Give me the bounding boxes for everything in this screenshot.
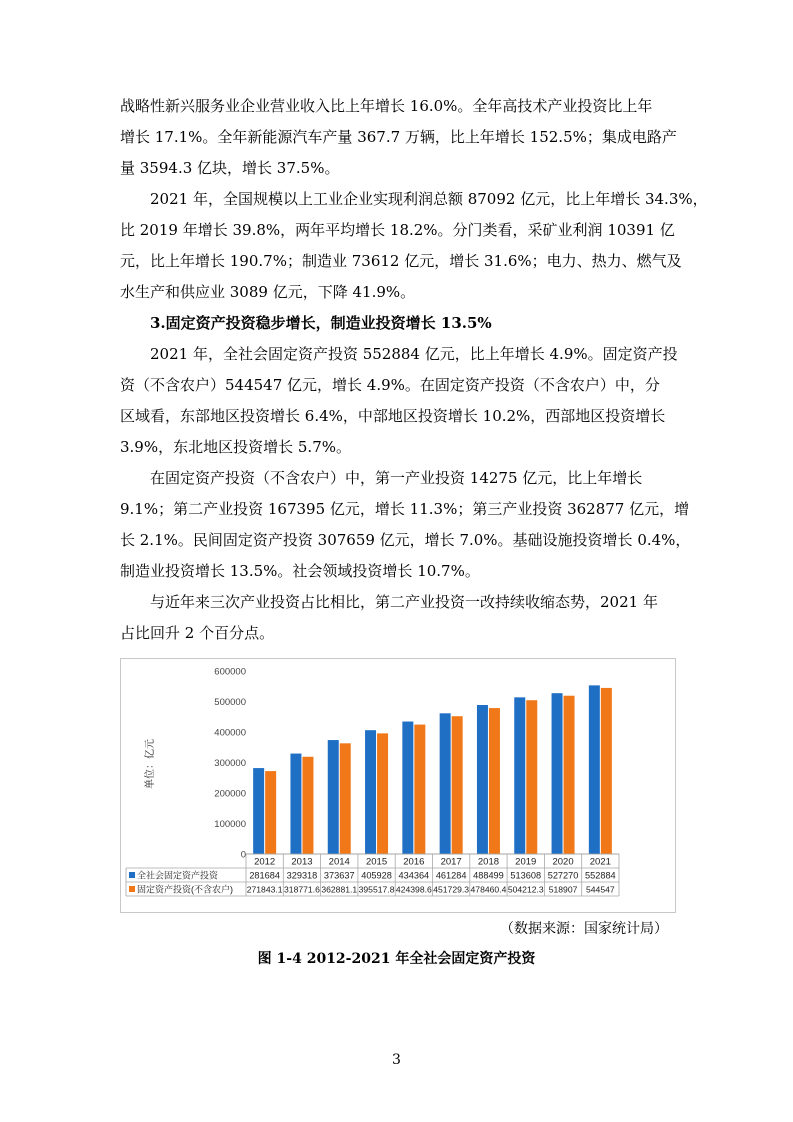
data-label: 552884: [585, 870, 616, 881]
data-label: 434364: [398, 870, 430, 881]
data-label: 478460.4: [470, 884, 507, 895]
bar-total-2020: [552, 693, 563, 854]
y-tick-label: 400000: [214, 727, 246, 739]
section-heading: 3.固定资产投资稳步增长，制造业投资增长 13.5%: [150, 314, 492, 332]
paragraph-line: 占比回升 2 个百分点。: [120, 624, 275, 642]
bar-total-2016: [402, 722, 413, 854]
bar-excl-rural-2017: [452, 716, 463, 854]
y-tick-label: 200000: [214, 788, 246, 800]
x-tick-label: 2015: [365, 856, 388, 868]
paragraph-line: 区域看，东部地区投资增长 6.4%，中部地区投资增长 10.2%，西部地区投资增长: [120, 407, 666, 425]
data-label: 488499: [473, 870, 504, 881]
x-tick-label: 2020: [552, 856, 574, 868]
legend-label: 全社会固定资产投资: [137, 870, 219, 881]
x-tick-label: 2016: [403, 856, 425, 868]
investment-chart-figure: [120, 658, 676, 913]
y-tick-label: 0: [240, 849, 246, 861]
paragraph-line: 战略性新兴服务业企业营业收入比上年增长 16.0%。全年高技术产业投资比上年: [120, 97, 653, 115]
paragraph-line: 2021 年，全国规模以上工业企业实现利润总额 87092 亿元，比上年增长 34.3%，: [150, 190, 708, 208]
data-label: 424398.6: [395, 884, 432, 895]
bar-excl-rural-2020: [564, 696, 575, 854]
data-label: 329318: [286, 870, 318, 881]
bar-excl-rural-2019: [526, 700, 537, 854]
data-label: 373637: [323, 870, 355, 881]
paragraph-line: 增长 17.1%。全年新能源汽车产量 367.7 万辆，比上年增长 152.5%；集成电路产: [120, 128, 677, 146]
x-tick-label: 2014: [328, 856, 350, 868]
bar-total-2019: [514, 697, 525, 854]
legend-swatch: [129, 886, 135, 892]
bar-total-2014: [328, 740, 339, 854]
x-tick-label: 2018: [477, 856, 500, 868]
paragraph-line: 比 2019 年增长 39.8%，两年平均增长 18.2%。分门类看，采矿业利润 10391 亿: [120, 221, 675, 239]
paragraph-line: 水生产和供应业 3089 亿元，下降 41.9%。: [120, 283, 416, 301]
bar-total-2015: [365, 730, 376, 854]
bar-total-2021: [589, 685, 600, 854]
y-tick-label: 500000: [214, 697, 246, 708]
paragraph-line: 3.9%，东北地区投资增长 5.7%。: [120, 438, 351, 456]
data-label: 527270: [547, 870, 579, 881]
x-tick-label: 2013: [291, 856, 313, 868]
bar-total-2013: [290, 754, 301, 854]
paragraph-line: 长 2.1%。民间固定资产投资 307659 亿元，增长 7.0%。基础设施投资增长 0.4%，: [120, 531, 691, 549]
data-label: 281684: [249, 870, 280, 881]
y-tick-label: 600000: [214, 666, 246, 678]
data-label: 451729.3: [433, 884, 470, 895]
paragraph-line: 制造业投资增长 13.5%。社会领域投资增长 10.7%。: [120, 562, 480, 580]
bar-excl-rural-2013: [302, 757, 313, 854]
paragraph-line: 与近年来三次产业投资占比相比，第二产业投资一改持续收缩态势，2021 年: [150, 593, 658, 611]
bar-total-2012: [253, 768, 264, 854]
y-tick-label: 100000: [214, 819, 246, 830]
legend-label: 固定资产投资(不含农户): [137, 884, 233, 895]
page-number: 3: [392, 1052, 401, 1068]
legend-swatch: [129, 872, 135, 878]
data-label: 271843.1: [246, 884, 283, 895]
x-tick-label: 2012: [254, 856, 276, 868]
data-label: 395517.8: [358, 884, 395, 895]
bar-chart: [121, 659, 675, 912]
bar-total-2017: [440, 713, 451, 854]
paragraph-line: 元，比上年增长 190.7%；制造业 73612 亿元，增长 31.6%；电力、热力、燃气及: [120, 252, 682, 270]
bar-excl-rural-2015: [377, 733, 388, 854]
data-label: 362881.1: [321, 884, 358, 895]
data-label: 504212.3: [507, 884, 544, 895]
data-label: 544547: [586, 884, 615, 895]
paragraph-line: 资（不含农户）544547 亿元，增长 4.9%。在固定资产投资（不含农户）中，分: [120, 376, 660, 394]
paragraph-line: 9.1%；第二产业投资 167395 亿元，增长 11.3%；第三产业投资 362877 亿元，增: [120, 500, 690, 518]
data-label: 513608: [510, 870, 542, 881]
bar-excl-rural-2021: [601, 688, 612, 854]
x-tick-label: 2017: [440, 856, 462, 868]
paragraph-line: 量 3594.3 亿块，增长 37.5%。: [120, 159, 340, 177]
data-label: 318771.6: [284, 884, 320, 895]
paragraph-line: 在固定资产投资（不含农户）中，第一产业投资 14275 亿元，比上年增长: [150, 469, 643, 487]
figure-caption: 图 1-4 2012-2021 年全社会固定资产投资: [257, 951, 536, 967]
y-axis-label: 单位：亿元: [145, 739, 156, 789]
data-label: 461284: [435, 870, 467, 881]
x-tick-label: 2021: [589, 856, 611, 868]
x-tick-label: 2019: [515, 856, 537, 868]
bar-total-2018: [477, 705, 488, 854]
data-source-note: （数据来源：国家统计局）: [500, 921, 668, 937]
data-label: 518907: [548, 884, 578, 895]
paragraph-line: 2021 年，全社会固定资产投资 552884 亿元，比上年增长 4.9%。固定资产投: [150, 345, 678, 363]
bar-excl-rural-2016: [414, 725, 425, 854]
data-label: 405928: [361, 870, 392, 881]
bar-excl-rural-2014: [340, 743, 351, 854]
bar-excl-rural-2012: [265, 771, 276, 854]
bar-excl-rural-2018: [489, 708, 500, 854]
y-tick-label: 300000: [214, 758, 246, 769]
body-text: [120, 91, 708, 649]
